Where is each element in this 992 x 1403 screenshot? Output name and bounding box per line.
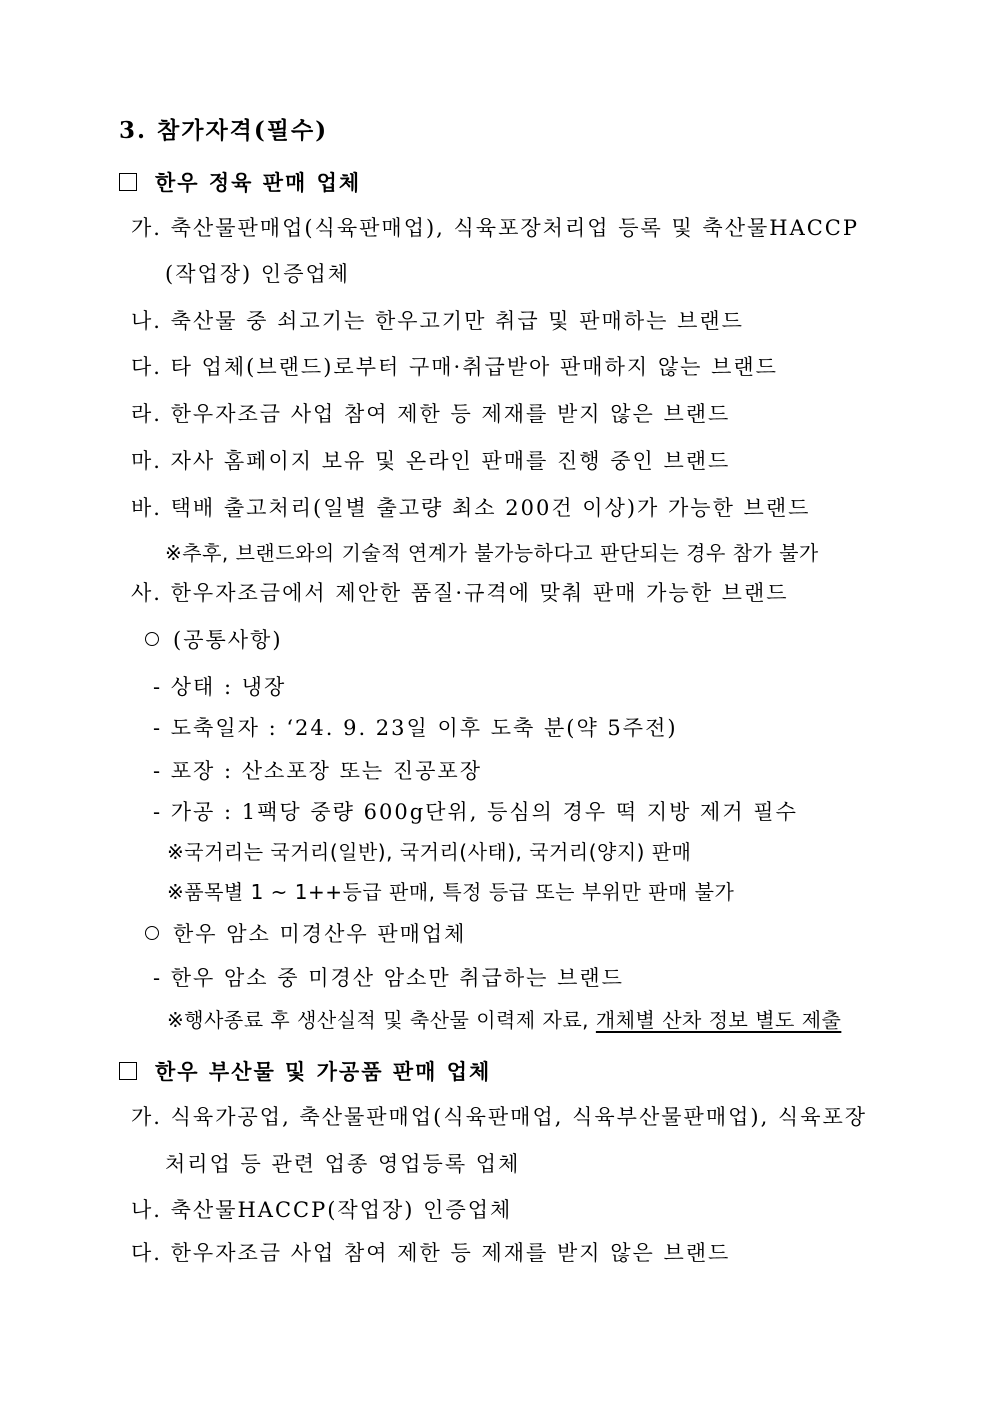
female-note — [167, 1010, 841, 1030]
female-note-text: ※행사종료 후 생산실적 및 축산물 이력제 자료, — [167, 1008, 596, 1032]
checkbox-square-icon — [119, 173, 137, 191]
group2-item-ga: 가. 식육가공업, 축산물판매업(식육판매업, 식육부산물판매업), 식육포장 — [131, 1105, 868, 1129]
group2-item-na: 나. 축산물HACCP(작업장) 인증업체 — [131, 1198, 513, 1222]
checkbox-square-icon — [119, 1062, 137, 1080]
group1-note-ba: ※추후, 브랜드와의 기술적 연계가 불가능하다고 판단되는 경우 참가 불가 — [165, 541, 819, 565]
group2-heading — [119, 1061, 491, 1082]
common-item-process: - 가공 : 1팩당 중량 600g단위, 등심의 경우 떡 지방 제거 필수 — [153, 800, 798, 824]
group2-item-da: 다. 한우자조금 사업 참여 제한 등 제재를 받지 않은 브랜드 — [131, 1241, 731, 1265]
common-item-date: - 도축일자 : ‘24. 9. 23일 이후 도축 분(약 5주전) — [153, 716, 678, 740]
group2-item-ga-cont: 처리업 등 관련 업종 영업등록 업체 — [165, 1152, 521, 1176]
section-title: 3. 참가자격(필수) — [119, 117, 329, 144]
group1-heading-text: 한우 정육 판매 업체 — [155, 170, 362, 195]
common-note-grade: ※품목별 1 ~ 1++등급 판매, 특정 등급 또는 부위만 판매 불가 — [167, 880, 735, 904]
group1-item-na: 나. 축산물 중 쇠고기는 한우고기만 취급 및 판매하는 브랜드 — [131, 309, 744, 333]
group1-item-ma: 마. 자사 홈페이지 보유 및 온라인 판매를 진행 중인 브랜드 — [131, 449, 731, 473]
circle-bullet-icon — [145, 926, 159, 940]
group1-item-ba: 바. 택배 출고처리(일별 출고량 최소 200건 이상)가 가능한 브랜드 — [131, 496, 811, 520]
common-title — [145, 630, 283, 651]
common-item-package: - 포장 : 산소포장 또는 진공포장 — [153, 759, 482, 783]
female-title-text: 한우 암소 미경산우 판매업체 — [173, 922, 467, 946]
female-title — [145, 924, 466, 945]
group1-heading — [119, 172, 361, 193]
female-item: - 한우 암소 중 미경산 암소만 취급하는 브랜드 — [153, 966, 624, 990]
group1-item-ra: 라. 한우자조금 사업 참여 제한 등 제재를 받지 않은 브랜드 — [131, 402, 731, 426]
group2-heading-text: 한우 부산물 및 가공품 판매 업체 — [155, 1059, 492, 1084]
circle-bullet-icon — [145, 632, 159, 646]
group1-item-sa: 사. 한우자조금에서 제안한 품질·규격에 맞춰 판매 가능한 브랜드 — [131, 581, 789, 605]
common-item-state: - 상태 : 냉장 — [153, 675, 287, 699]
group1-item-da: 다. 타 업체(브랜드)로부터 구매·취급받아 판매하지 않는 브랜드 — [131, 355, 778, 379]
female-note-underlined: 개체별 산차 정보 별도 제출 — [595, 1008, 842, 1032]
common-title-text: (공통사항) — [173, 628, 283, 652]
common-note-soup: ※국거리는 국거리(일반), 국거리(사태), 국거리(양지) 판매 — [167, 840, 692, 864]
group1-item-ga: 가. 축산물판매업(식육판매업), 식육포장처리업 등록 및 축산물HACCP — [131, 216, 860, 240]
group1-item-ga-cont: (작업장) 인증업체 — [165, 262, 351, 286]
